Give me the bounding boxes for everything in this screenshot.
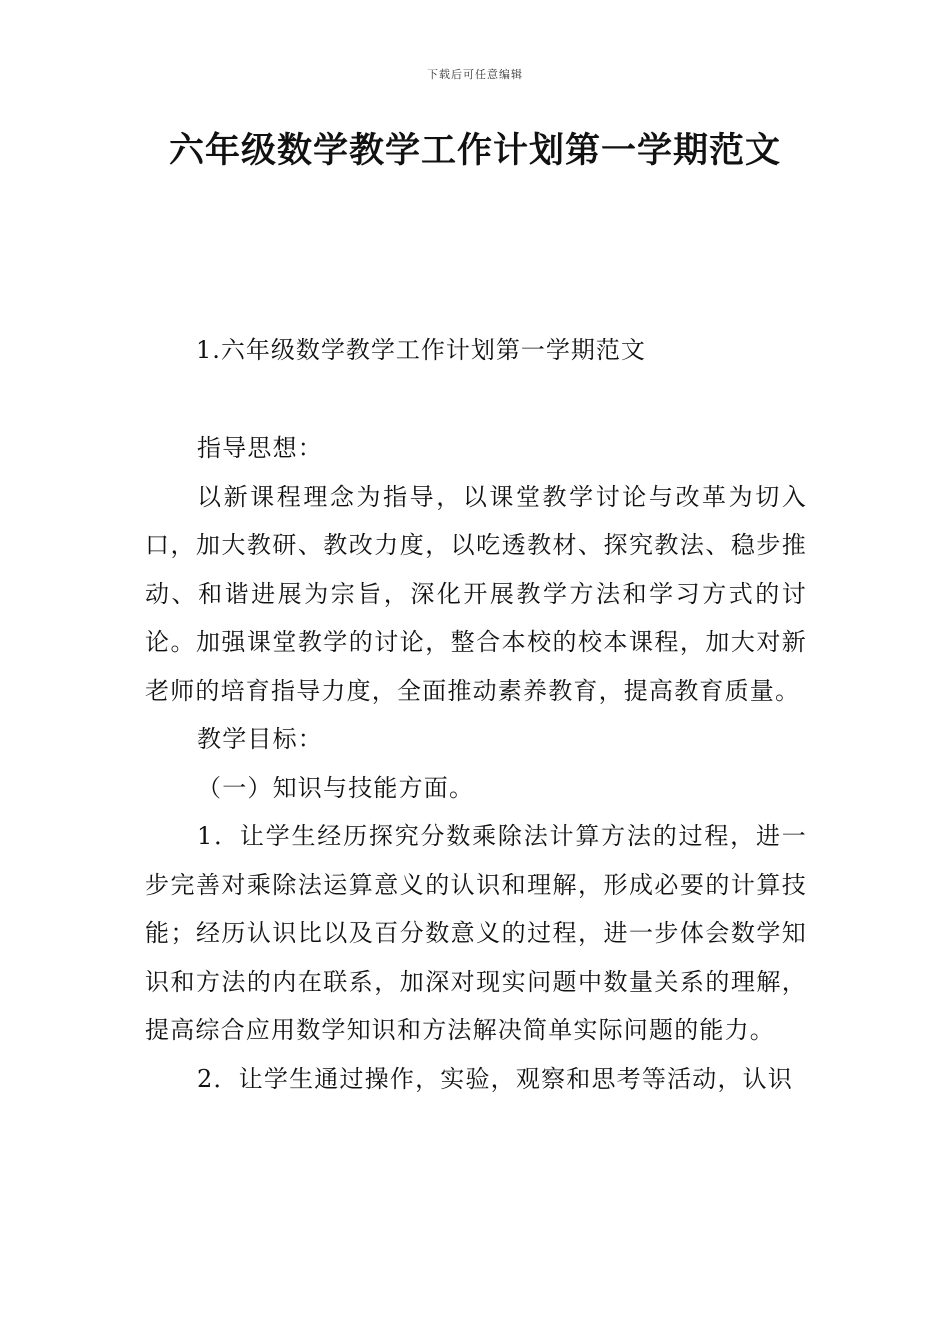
paragraph-guiding-thought-label: 指导思想： — [197, 434, 323, 462]
paragraph-goal-1: 1．让学生经历探究分数乘除法计算方法的过程，进一步完善对乘除法运算意义的认识和理解，形成必要的计算技能；经历认识比以及百分数意义的过程，进一步体会数学知识和方法的内在联系，加深对现实问题中数量关系的理解，提高综合应用数学知识和方法解决简单实际问题的能力。 — [145, 822, 807, 1044]
paragraph-knowledge-skills-heading: （一）知识与技能方面。 — [197, 773, 475, 802]
paragraph-guiding-thought: 以新课程理念为指导，以课堂教学讨论与改革为切入口，加大教研、教改力度，以吃透教材、探究教法、稳步推动、和谐进展为宗旨，深化开展教学方法和学习方式的讨论。加强课堂教学的讨论，整合本校的校本课程，加大对新老师的培育指导力度，全面推动素养教育，提高教育质量。 — [145, 482, 807, 705]
paragraph-teaching-goals-label: 教学目标： — [197, 725, 323, 753]
section-heading: 1.六年级数学教学工作计划第一学期范文 — [196, 336, 646, 364]
paragraph-goal-2: 2．让学生通过操作，实验，观察和思考等活动，认识 — [197, 1064, 794, 1093]
document-title: 六年级数学教学工作计划第一学期范文 — [168, 131, 781, 171]
document-body — [145, 424, 807, 1103]
header-note: 下载后可任意编辑 — [427, 68, 523, 81]
